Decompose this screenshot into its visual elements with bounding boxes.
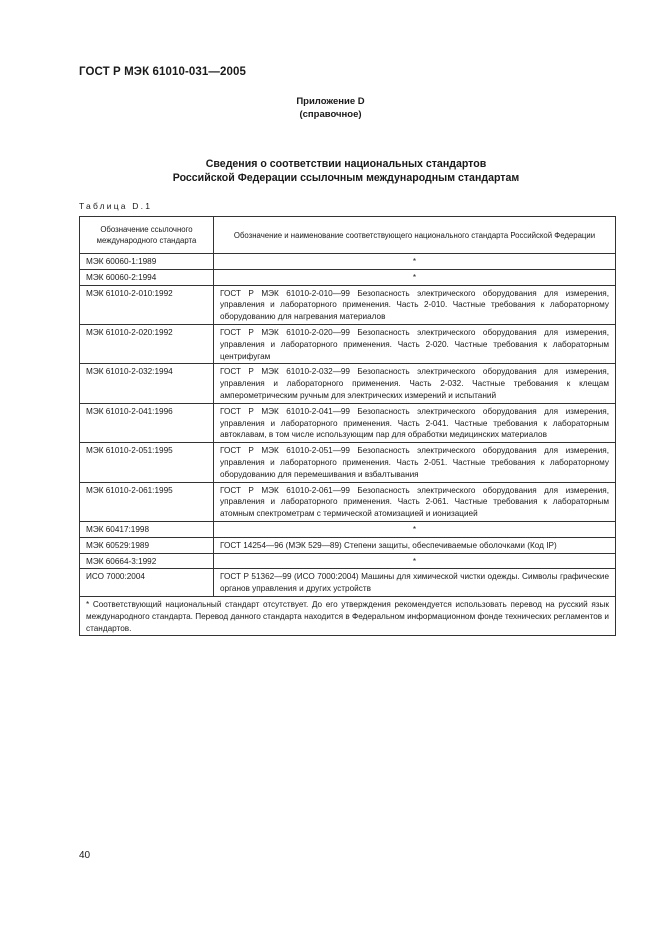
international-standard-code: МЭК 60529:1989	[80, 537, 214, 553]
table-row	[80, 403, 616, 442]
national-standard-description: ГОСТ Р МЭК 61010-2-020—99 Безопасность электрического оборудования для измерения, управления и лабораторного применения. Часть 2-020. Частные требования к лабораторным центрифугам	[214, 324, 616, 363]
international-standard-code: ИСО 7000:2004	[80, 569, 214, 597]
table-row	[80, 521, 616, 537]
national-standard-description: *	[214, 521, 616, 537]
section-title-line-2: Российской Федерации ссылочным международным стандартам	[172, 172, 520, 184]
international-standard-code: МЭК 60060-2:1994	[80, 269, 214, 285]
table-footnote: * Соответствующий национальный стандарт отсутствует. До его утверждения рекомендуется использовать перевод на русский язык международного стандарта. Перевод данного стандарта находится в Федеральном информационном фонде технических регламентов и стандартов.	[80, 596, 616, 635]
table-row	[80, 285, 616, 324]
national-standard-description: *	[214, 269, 616, 285]
table-label: Таблица D.1	[79, 201, 153, 211]
international-standard-code: МЭК 60664-3:1992	[80, 553, 214, 569]
table-header-row	[80, 217, 616, 254]
table-row	[80, 537, 616, 553]
international-standard-code: МЭК 61010-2-032:1994	[80, 364, 214, 403]
national-standard-description: *	[214, 254, 616, 270]
national-standard-description: ГОСТ Р МЭК 61010-2-010—99 Безопасность электрического оборудования для измерения, управления и лабораторного применения. Часть 2-010. Частные требования к лабораторному оборудованию для нагревания материалов	[214, 285, 616, 324]
footnote-row	[80, 596, 616, 635]
international-standard-code: МЭК 61010-2-061:1995	[80, 482, 214, 521]
table-row	[80, 443, 616, 482]
international-standard-code: МЭК 61010-2-051:1995	[80, 443, 214, 482]
table-row	[80, 269, 616, 285]
international-standard-code: МЭК 60417:1998	[80, 521, 214, 537]
international-standard-code: МЭК 60060-1:1989	[80, 254, 214, 270]
table-row	[80, 569, 616, 597]
national-standard-description: ГОСТ Р МЭК 61010-2-051—99 Безопасность электрического оборудования для измерения, управления и лабораторного применения. Часть 2-051. Частные требования к лабораторному оборудованию для перемешивания и взбалтывания	[214, 443, 616, 482]
national-standard-description: ГОСТ Р МЭК 61010-2-041—99 Безопасность электрического оборудования для измерения, управления и лабораторного применения. Часть 2-041. Частные требования к лабораторным автоклавам, в том числе использующим пар для обработки медицинских материалов	[214, 403, 616, 442]
table-row	[80, 364, 616, 403]
national-standard-description: ГОСТ Р МЭК 61010-2-032—99 Безопасность электрического оборудования для измерения, управления и лабораторного применения. Часть 2-032. Частные требования к клещам амперометрическим ручным для электрических измерений и испытаний	[214, 364, 616, 403]
table-row	[80, 254, 616, 270]
column-header-international: Обозначение ссылочного международного стандарта	[80, 217, 214, 254]
page-number: 40	[79, 850, 91, 861]
international-standard-code: МЭК 61010-2-041:1996	[80, 403, 214, 442]
table-row	[80, 482, 616, 521]
national-standard-description: ГОСТ Р МЭК 61010-2-061—99 Безопасность электрического оборудования для измерения, управления и лабораторного применения. Часть 2-061. Частные требования к лабораторным атомным спектрометрам с термической атомизацией и ионизацией	[214, 482, 616, 521]
table-row	[80, 553, 616, 569]
national-standard-description: *	[214, 553, 616, 569]
international-standard-code: МЭК 61010-2-020:1992	[80, 324, 214, 363]
section-title-line-1: Сведения о соответствии национальных стандартов	[205, 158, 487, 170]
table-body	[80, 254, 616, 597]
national-standard-description: ГОСТ Р 51362—99 (ИСО 7000:2004) Машины для химической чистки одежды. Символы графические органов управления и других устройств	[214, 569, 616, 597]
appendix-subtitle: (справочное)	[299, 109, 362, 120]
national-standard-description: ГОСТ 14254—96 (МЭК 529—89) Степени защиты, обеспечиваемые оболочками (Код IP)	[214, 537, 616, 553]
appendix-title: Приложение D	[296, 96, 365, 107]
standards-table	[79, 216, 616, 636]
table-row	[80, 324, 616, 363]
column-header-national: Обозначение и наименование соответствующего национального стандарта Российской Федерации	[214, 217, 616, 254]
international-standard-code: МЭК 61010-2-010:1992	[80, 285, 214, 324]
document-header: ГОСТ Р МЭК 61010-031—2005	[79, 66, 246, 78]
